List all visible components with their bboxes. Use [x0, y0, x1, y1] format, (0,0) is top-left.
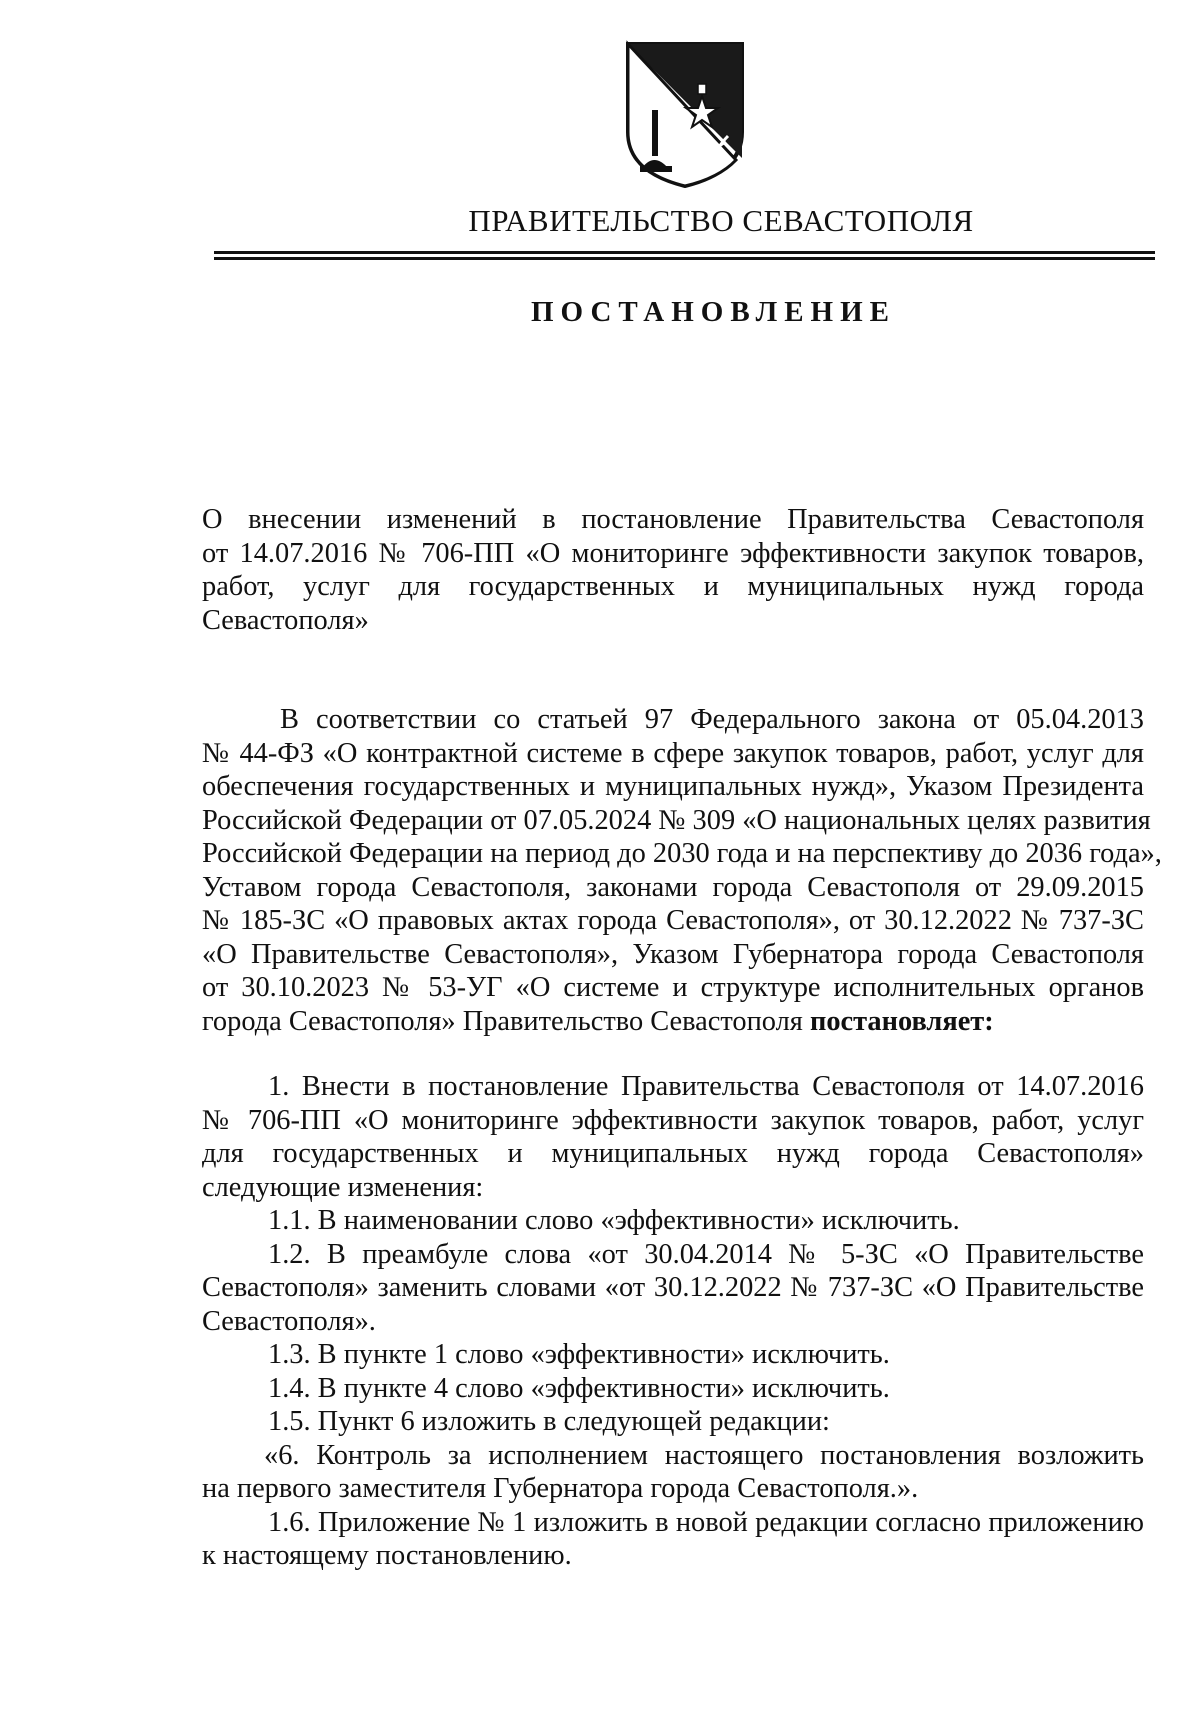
item-1-5-quote-line: «6. Контроль за исполнением настоящего постановления возложить: [264, 1439, 1144, 1471]
item-1-2-line: 1.2. В преамбуле слова «от 30.04.2014 № 5-ЗС «О Правительстве: [268, 1238, 1144, 1270]
item-1-5: 1.5. Пункт 6 изложить в следующей редакции:: [268, 1406, 830, 1437]
preamble-paragraph: [202, 703, 1162, 1038]
sevastopol-coat-of-arms-icon: [624, 40, 746, 190]
text-line: Севастополя»: [202, 604, 369, 636]
text-line: О внесении изменений в постановление Правительства Севастополя: [202, 504, 1144, 535]
decree-items: [202, 1070, 1144, 1573]
text-line: работ, услуг для государственных и муниципальных нужд города: [202, 571, 1144, 602]
item-1-3: 1.3. В пункте 1 слово «эффективности» исключить.: [268, 1339, 890, 1370]
text-line: от 30.10.2023 № 53-УГ «О системе и структуре исполнительных органов: [202, 972, 1144, 1003]
item-1-line: следующие изменения:: [202, 1171, 484, 1203]
item-1-2-line: Севастополя» заменить словами «от 30.12.2022 № 737-ЗС «О Правительстве: [202, 1272, 1144, 1303]
text-line: № 44-ФЗ «О контрактной системе в сфере закупок товаров, работ, услуг для: [202, 737, 1144, 769]
item-1-line: 1. Внести в постановление Правительства Севастополя от 14.07.2016: [268, 1071, 1144, 1102]
item-1-line: для государственных и муниципальных нужд города Севастополя»: [202, 1138, 1144, 1169]
item-1-4: 1.4. В пункте 4 слово «эффективности» исключить.: [268, 1372, 890, 1404]
preamble-last-line: города Севастополя» Правительство Севастополя: [202, 1005, 803, 1037]
text-line: Российской Федерации от 07.05.2024 № 309 «О национальных целях развития: [202, 804, 1151, 836]
item-1-6-line: 1.6. Приложение № 1 изложить в новой редакции согласно приложению: [268, 1506, 1144, 1538]
text-line: № 185-ЗС «О правовых актах города Севастополя», от 30.12.2022 № 737-ЗС: [202, 905, 1144, 936]
item-1-5-quote-line: на первого заместителя Губернатора города Севастополя.».: [202, 1473, 919, 1504]
text-line: В соответствии со статьей 97 Федерального закона от 05.04.2013: [280, 704, 1144, 735]
government-title: ПРАВИТЕЛЬСТВО СЕВАСТОПОЛЯ: [468, 203, 974, 238]
item-1-1: 1.1. В наименовании слово «эффективности» исключить.: [268, 1205, 960, 1236]
resolves-keyword: постановляет:: [809, 1005, 994, 1037]
text-line: от 14.07.2016 № 706-ПП «О мониторинге эффективности закупок товаров,: [202, 537, 1144, 569]
text-line: Уставом города Севастополя, законами города Севастополя от 29.09.2015: [202, 871, 1144, 903]
text-line: [202, 1005, 1144, 1039]
document-subject: [202, 503, 1144, 637]
item-1-6-line: к настоящему постановлению.: [202, 1540, 572, 1571]
header-rule: [214, 257, 1155, 260]
item-1-2-line: Севастополя».: [202, 1305, 376, 1337]
document-type-heading: ПОСТАНОВЛЕНИЕ: [530, 296, 896, 328]
item-1-line: № 706-ПП «О мониторинге эффективности закупок товаров, работ, услуг: [202, 1104, 1144, 1136]
text-line: «О Правительстве Севастополя», Указом Губернатора города Севастополя: [202, 938, 1144, 970]
text-line: Российской Федерации на период до 2030 года и на перспективу до 2036 года»,: [202, 838, 1162, 869]
text-line: обеспечения государственных и муниципальных нужд», Указом Президента: [202, 771, 1144, 802]
header-rule: [214, 251, 1155, 254]
